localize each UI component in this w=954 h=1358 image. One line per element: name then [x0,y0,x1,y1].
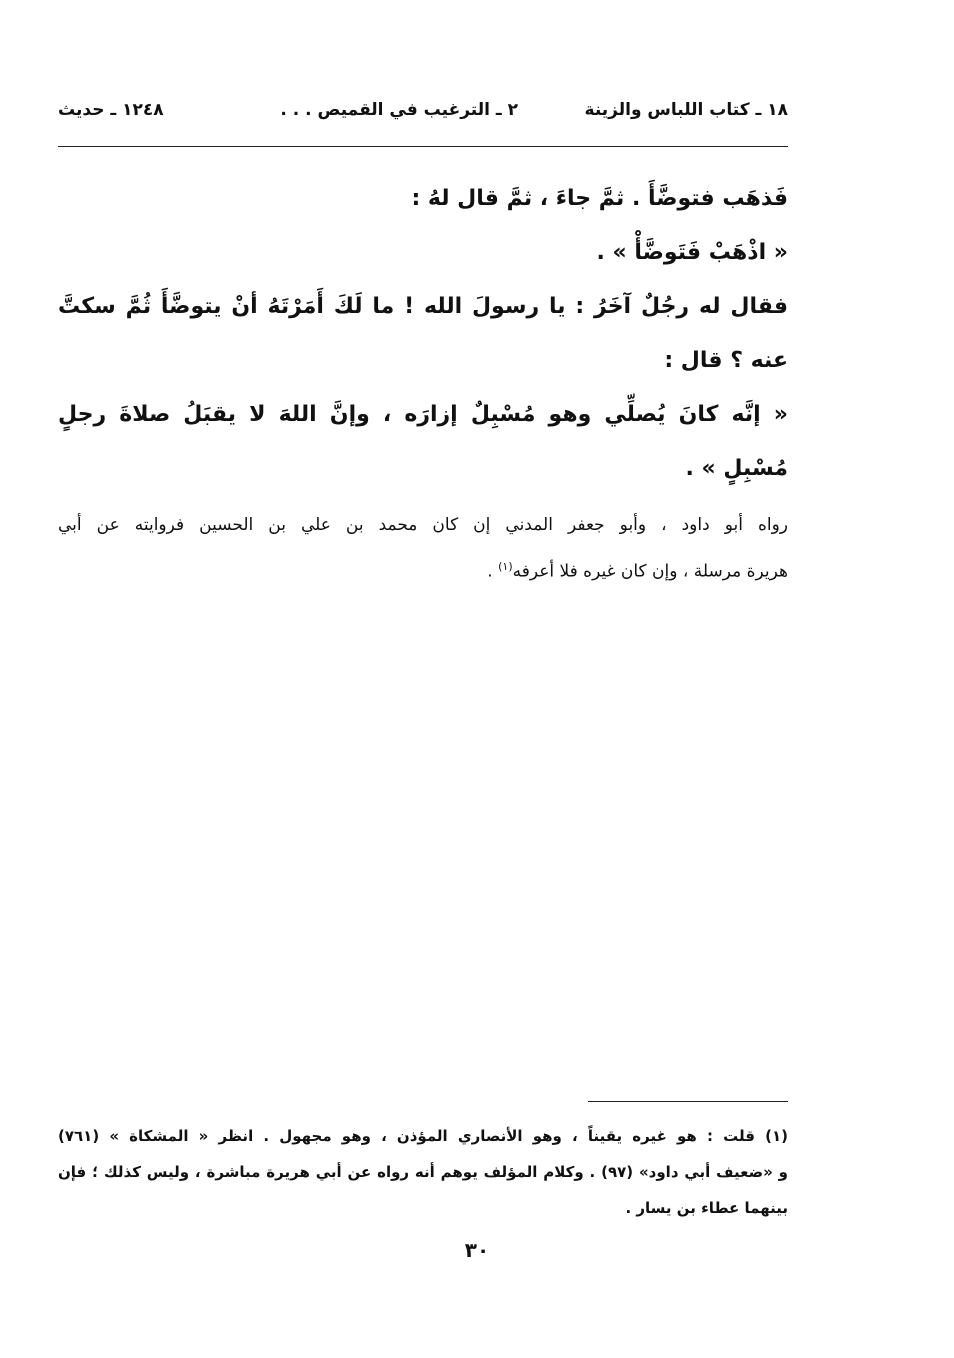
page-number: ٣٠ [464,1238,490,1262]
header-divider [58,146,788,147]
footnote [58,1118,788,1226]
footnote-line: و «ضعيف أبي داود» (٩٧) . وكلام المؤلف يوهم أنه رواه عن أبي هريرة مباشرة ، وليس كذلك ؛ فإن [58,1163,788,1181]
footnote-divider [588,1101,788,1102]
footnote-line: بينهما عطاء بن يسار . [625,1199,788,1217]
running-header [58,96,788,132]
narration-text: هريرة مرسلة ، وإن كان غيره فلا أعرفه [512,561,788,582]
narration-line [58,546,788,593]
chapter-title: ١٨ ـ كتاب اللباس والزينة [584,100,788,120]
hadith-line: عنه ؟ قال : [664,348,788,373]
narration-note [58,504,788,593]
footnote-line: (١) قلت : هو غيره يقيناً ، وهو الأنصاري المؤذن ، وهو مجهول . انظر « المشكاة » (٧٦١) [58,1127,788,1145]
hadith-body [58,172,788,593]
narration-line: رواه أبو داود ، وأبو جعفر المدني إن كان محمد بن علي بن الحسين فروايته عن أبي [58,515,788,535]
hadith-line: فَذهَب فتوضَّأَ . ثمَّ جاءَ ، ثمَّ قال لهُ : [411,186,788,211]
footnote-marker[interactable]: (١) [498,560,513,573]
hadith-line: « إنَّه كانَ يُصلِّي وهو مُسْبِلٌ إزارَه ، وإنَّ اللهَ لا يقبَلُ صلاةَ رجلٍ [58,402,788,427]
hadith-line: فقال له رجُلٌ آخَرُ : يا رسولَ الله ! ما لَكَ أَمَرْتَهُ أنْ يتوضَّأَ ثُمَّ سكتَّ [58,294,788,319]
narration-end: . [487,561,499,582]
section-title: ٢ ـ الترغيب في القميص . . . [280,100,518,120]
hadith-reference: ١٢٤٨ ـ حديث [58,100,164,120]
hadith-line: « اذْهَبْ فَتَوضَّأْ » . [596,240,788,265]
hadith-line: مُسْبِلٍ » . [685,456,788,481]
